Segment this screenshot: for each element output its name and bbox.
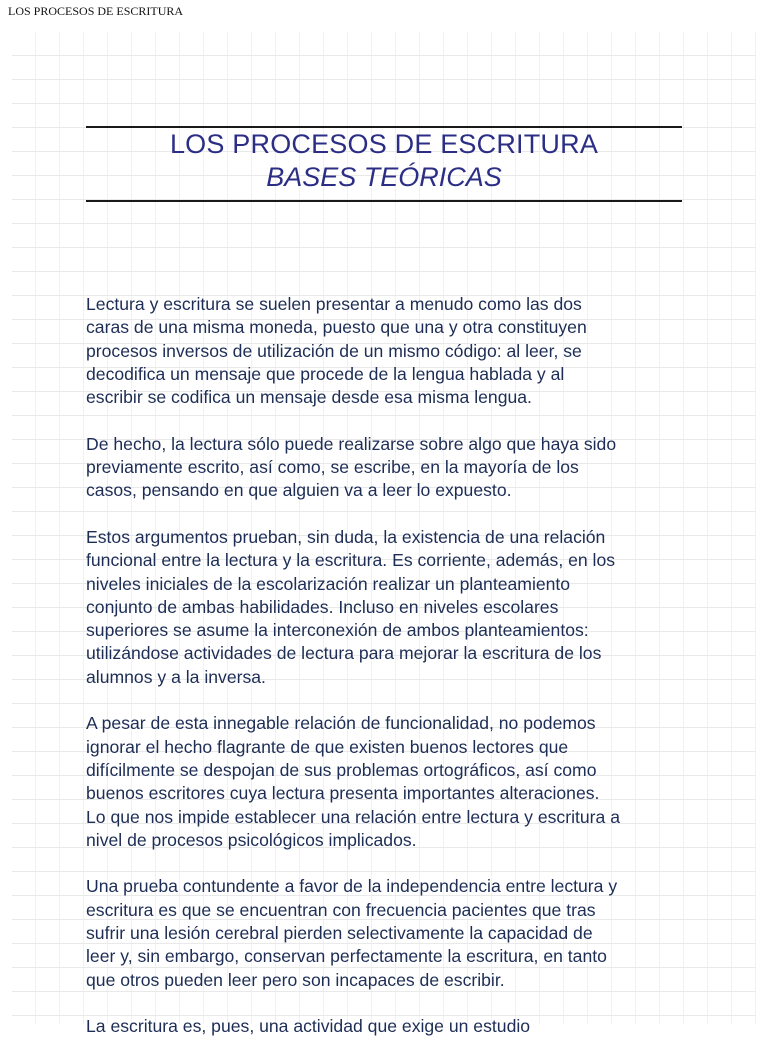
running-header: LOS PROCESOS DE ESCRITURA (8, 4, 184, 18)
document-title (86, 128, 682, 194)
body-text (86, 293, 686, 1062)
paragraph: Lectura y escritura se suelen presentar a menudo como las dos caras de una misma moneda, puesto que una y otra constituyen procesos inversos de utilización de un mismo código: al leer, se decodifica un mensaje que procede de la lengua hablada y al escribir se codifica un mensaje desde esa misma lengua. (86, 294, 587, 408)
paragraph: La escritura es, pues, una actividad que exige un estudio (86, 1016, 531, 1037)
title-bottom-rule (86, 200, 682, 202)
paragraph: Una prueba contundente a favor de la independencia entre lectura y escritura es que se encuentran con frecuencia pacientes que tras sufrir una lesión cerebral pierden selectivamente la capacidad de leer y, sin embargo, conservan perfectamente la escritura, en tanto que otros pueden leer pero son incapaces de escribir. (86, 876, 618, 990)
paragraph: De hecho, la lectura sólo puede realizarse sobre algo que haya sido previamente escrito, así como, se escribe, en la mayoría de los casos, pensando en que alguien va a leer lo expuesto. (86, 433, 617, 501)
title-subtitle: BASES TEÓRICAS (266, 162, 502, 192)
title-main: LOS PROCESOS DE ESCRITURA (169, 129, 599, 159)
paragraph: Estos argumentos prueban, sin duda, la existencia de una relación funcional entre la lectura y la escritura. Es corriente, además, en los niveles iniciales de la escolarización realizar un planteamiento conjunto de ambas habilidades. Incluso en niveles escolares superiores se asume la interconexión de ambos planteamientos: utilizándose actividades de lectura para mejorar la escritura de los alumnos y a la inversa. (86, 526, 616, 687)
paragraph: A pesar de esta innegable relación de funcionalidad, no podemos ignorar el hecho flagrante de que existen buenos lectores que difícilmente se despojan de sus problemas ortográficos, así como buenos escritores cuya lectura presenta importantes alteraciones. Lo que nos impide establecer una relación entre lectura y escritura a nivel de procesos psicológicos implicados. (86, 713, 620, 850)
